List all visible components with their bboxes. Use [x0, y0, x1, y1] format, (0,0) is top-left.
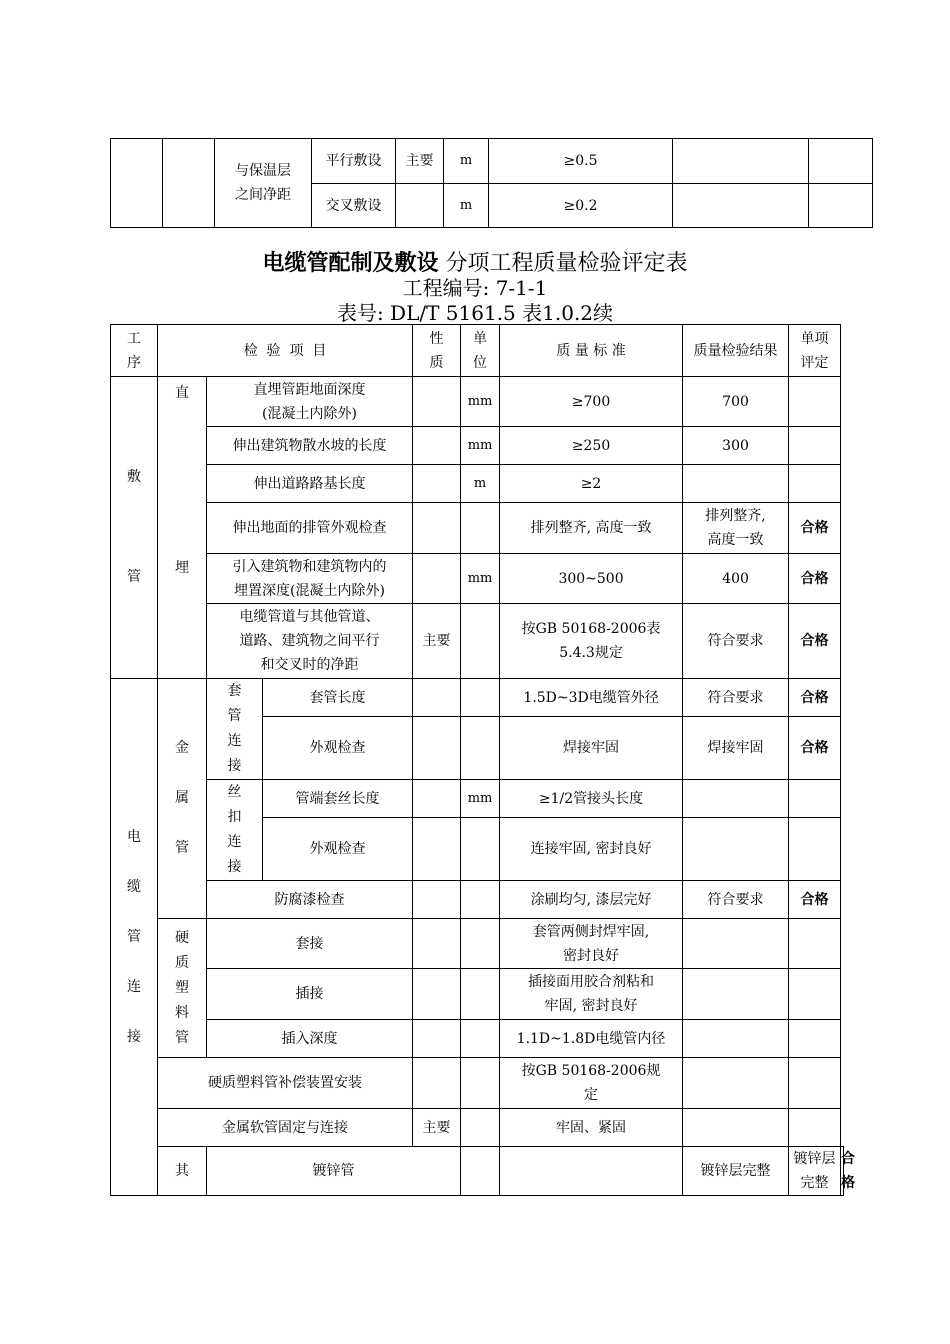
- rating-cell: 合格: [789, 604, 841, 679]
- table-number: 表号: DL/T 5161.5 表1.0.2续: [336, 301, 614, 325]
- subgroup-label-metal: 金 属 管: [158, 679, 207, 919]
- label-thread-connection: 丝 扣 连 接: [207, 780, 263, 881]
- unit-cell: mm: [461, 554, 500, 604]
- standard-cell: 1.5D~3D电缆管外径: [500, 679, 683, 717]
- result-cell: [683, 780, 789, 818]
- standard-cell: 300~500: [500, 554, 683, 604]
- result-cell: [683, 1109, 789, 1147]
- rating-cell: [789, 427, 841, 465]
- rating-cell: [809, 184, 873, 228]
- clearance-group-label: 与保温层 之间净距: [215, 139, 312, 228]
- project-number: 工程编号: 7-1-1: [402, 276, 548, 300]
- rating-cell: 合格: [789, 503, 841, 554]
- unit-cell: [461, 604, 500, 679]
- item-cell: 金属软管固定与连接: [158, 1109, 413, 1147]
- unit-cell: [461, 919, 500, 969]
- standard-cell: 按GB 50168-2006规 定: [500, 1058, 683, 1109]
- item-cell: 镀锌管: [207, 1147, 461, 1196]
- nature-cell: [413, 780, 461, 818]
- result-cell: [683, 919, 789, 969]
- standard-cell: 镀锌层完整: [683, 1147, 789, 1196]
- standard-cell: 排列整齐, 高度一致: [500, 503, 683, 554]
- unit-cell: m: [444, 184, 489, 228]
- nature-cell: 主要: [396, 139, 444, 184]
- standard-cell: ≥0.2: [489, 184, 673, 228]
- nature-cell: [413, 465, 461, 503]
- subgroup-label-plastic: 硬 质 塑 料 管: [158, 919, 207, 1058]
- result-cell: 镀锌层完整: [789, 1147, 841, 1196]
- item-cell: 电缆管道与其他管道、 道路、建筑物之间平行 和交叉时的净距: [207, 604, 413, 679]
- nature-cell: [413, 1020, 461, 1058]
- result-cell: [673, 184, 809, 228]
- standard-cell: ≥1/2管接头长度: [500, 780, 683, 818]
- unit-cell: m: [461, 465, 500, 503]
- rating-cell: [789, 1058, 841, 1109]
- result-cell: [683, 818, 789, 881]
- process-label-fushe: 敷 管: [111, 377, 158, 679]
- standard-cell: 焊接牢固: [500, 717, 683, 780]
- standard-cell: 插接面用胶合剂粘和 牢固, 密封良好: [500, 969, 683, 1020]
- item-cell: 套接: [207, 919, 413, 969]
- item-cell: 直埋管距地面深度 (混凝土内除外): [207, 377, 413, 427]
- header-unit: 单 位: [461, 325, 500, 377]
- method-cell: 交叉敷设: [312, 184, 396, 228]
- item-cell: 外观检查: [263, 717, 413, 780]
- unit-cell: mm: [461, 427, 500, 465]
- item-cell: 管端套丝长度: [263, 780, 413, 818]
- title-rest: 分项工程质量检验评定表: [445, 251, 688, 276]
- nature-cell: [413, 818, 461, 881]
- result-cell: 400: [683, 554, 789, 604]
- rating-cell: [789, 919, 841, 969]
- result-cell: 焊接牢固: [683, 717, 789, 780]
- unit-cell: mm: [461, 377, 500, 427]
- header-result: 质量检验结果: [683, 325, 789, 377]
- unit-cell: [461, 881, 500, 919]
- result-cell: 符合要求: [683, 604, 789, 679]
- unit-cell: [461, 969, 500, 1020]
- standard-cell: ≥2: [500, 465, 683, 503]
- nature-cell: [461, 1147, 500, 1196]
- nature-cell: [413, 969, 461, 1020]
- rating-cell: 合格: [789, 717, 841, 780]
- standard-cell: 按GB 50168-2006表 5.4.3规定: [500, 604, 683, 679]
- result-cell: 符合要求: [683, 679, 789, 717]
- standard-cell: ≥250: [500, 427, 683, 465]
- nature-cell: [413, 554, 461, 604]
- label-sleeve-connection: 套 管 连 接: [207, 679, 263, 780]
- item-cell: 套管长度: [263, 679, 413, 717]
- standard-cell: 牢固、紧固: [500, 1109, 683, 1147]
- nature-cell: [413, 377, 461, 427]
- standard-cell: 连接牢固, 密封良好: [500, 818, 683, 881]
- header-standard: 质 量 标 准: [500, 325, 683, 377]
- result-cell: [683, 969, 789, 1020]
- rating-cell: 合格: [789, 679, 841, 717]
- result-cell: 300: [683, 427, 789, 465]
- continuation-table: [110, 138, 873, 228]
- unit-cell: [461, 818, 500, 881]
- nature-cell: [413, 919, 461, 969]
- subgroup-label-zhimai: 直 埋: [158, 377, 207, 679]
- nature-cell: [413, 427, 461, 465]
- standard-cell: 套管两侧封焊牢固, 密封良好: [500, 919, 683, 969]
- standard-cell: ≥700: [500, 377, 683, 427]
- nature-cell: [413, 881, 461, 919]
- method-cell: 平行敷设: [312, 139, 396, 184]
- item-cell: 伸出道路路基长度: [207, 465, 413, 503]
- nature-cell: 主要: [413, 604, 461, 679]
- rating-cell: [789, 780, 841, 818]
- rating-cell: 合格: [789, 881, 841, 919]
- rating-cell: [789, 1020, 841, 1058]
- rating-cell: [789, 465, 841, 503]
- result-cell: [683, 1020, 789, 1058]
- standard-cell: 1.1D~1.8D电缆管内径: [500, 1020, 683, 1058]
- rating-cell: [789, 969, 841, 1020]
- process-label-other: 其: [158, 1147, 207, 1196]
- nature-cell: [413, 717, 461, 780]
- header-item: 检 验 项 目: [158, 325, 413, 377]
- unit-cell: mm: [461, 780, 500, 818]
- header-rating: 单项 评定: [789, 325, 841, 377]
- unit-cell: [461, 1058, 500, 1109]
- empty-cell: [163, 139, 215, 228]
- nature-cell: [413, 1058, 461, 1109]
- item-cell: 伸出建筑物散水坡的长度: [207, 427, 413, 465]
- inspection-table: [110, 324, 856, 1196]
- rating-cell: [789, 818, 841, 881]
- result-cell: [683, 1058, 789, 1109]
- empty-cell: [111, 139, 163, 228]
- item-cell: 防腐漆检查: [207, 881, 413, 919]
- unit-cell: [461, 503, 500, 554]
- nature-cell: [413, 503, 461, 554]
- header-process: 工 序: [111, 325, 158, 377]
- unit-cell: [461, 1109, 500, 1147]
- result-cell: [683, 465, 789, 503]
- unit-cell: [500, 1147, 683, 1196]
- item-cell: 伸出地面的排管外观检查: [207, 503, 413, 554]
- header-nature: 性 质: [413, 325, 461, 377]
- nature-cell: 主要: [413, 1109, 461, 1147]
- item-cell: 插入深度: [207, 1020, 413, 1058]
- standard-cell: 涂刷均匀, 漆层完好: [500, 881, 683, 919]
- result-cell: 700: [683, 377, 789, 427]
- item-cell: 硬质塑料管补偿装置安装: [158, 1058, 413, 1109]
- rating-cell: [809, 139, 873, 184]
- nature-cell: [413, 679, 461, 717]
- title-bold: 电缆管配制及敷设: [262, 250, 439, 276]
- rating-cell: [789, 377, 841, 427]
- result-cell: 排列整齐, 高度一致: [683, 503, 789, 554]
- item-cell: 外观检查: [263, 818, 413, 881]
- rating-cell: 合格: [789, 554, 841, 604]
- unit-cell: m: [444, 139, 489, 184]
- unit-cell: [461, 717, 500, 780]
- result-cell: [673, 139, 809, 184]
- item-cell: 引入建筑物和建筑物内的 埋置深度(混凝土内除外): [207, 554, 413, 604]
- unit-cell: [461, 1020, 500, 1058]
- nature-cell: [396, 184, 444, 228]
- rating-cell: 合格: [841, 1147, 844, 1196]
- item-cell: 插接: [207, 969, 413, 1020]
- process-label-connection: 电 缆 管 连 接: [111, 679, 158, 1196]
- rating-cell: [789, 1109, 841, 1147]
- result-cell: 符合要求: [683, 881, 789, 919]
- standard-cell: ≥0.5: [489, 139, 673, 184]
- unit-cell: [461, 679, 500, 717]
